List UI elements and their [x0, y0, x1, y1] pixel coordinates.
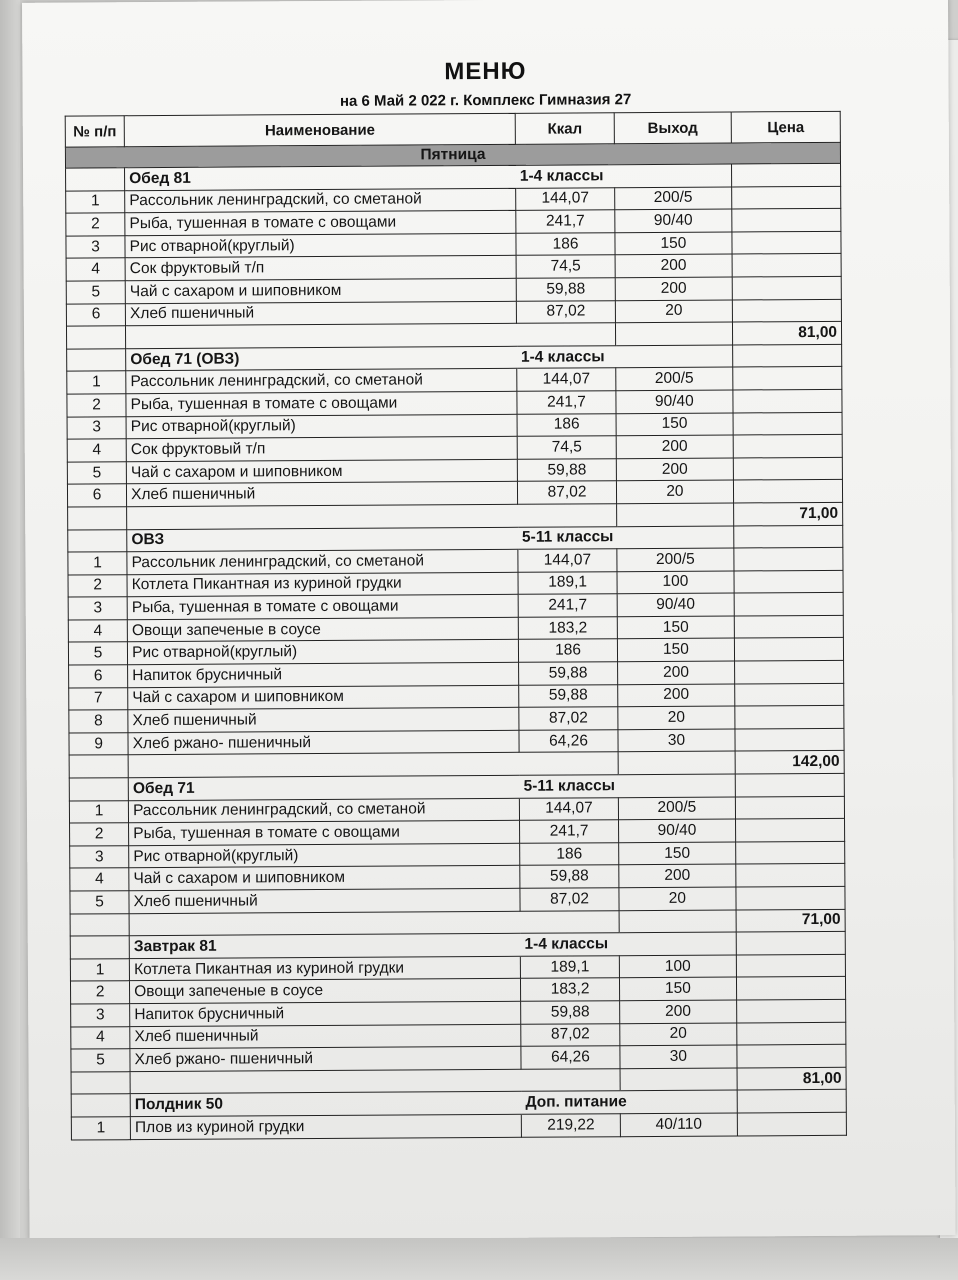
total-output-cell [620, 1068, 737, 1091]
total-number-cell [68, 507, 127, 530]
item-price [734, 547, 843, 570]
item-output: 200 [616, 458, 733, 481]
item-price [734, 638, 843, 661]
item-number: 3 [70, 846, 129, 869]
total-blank-cell [128, 752, 618, 778]
item-name: Сок фруктовый т/п [126, 436, 517, 461]
item-number: 4 [70, 868, 129, 891]
item-kcal: 186 [516, 232, 615, 255]
item-price [733, 434, 842, 457]
group-classes: Доп. питание [521, 1090, 737, 1114]
group-name: Обед 71 [128, 775, 519, 800]
total-blank-cell [130, 1068, 620, 1094]
item-kcal: 241,7 [517, 391, 616, 414]
item-kcal: 183,2 [519, 617, 618, 640]
group-total-price: 81,00 [737, 1067, 846, 1090]
item-name: Рис отварной(круглый) [128, 640, 519, 665]
item-output: 150 [616, 413, 733, 436]
item-output: 150 [615, 232, 732, 255]
item-price [733, 412, 842, 435]
total-number-cell [69, 755, 128, 778]
item-name: Чай с сахаром и шиповником [125, 278, 516, 303]
item-name: Хлеб пшеничный [127, 482, 518, 507]
item-output: 90/40 [616, 390, 733, 413]
item-price [734, 570, 843, 593]
item-output: 200/5 [614, 187, 731, 210]
item-output: 200 [615, 254, 732, 277]
col-number-header: № п/п [65, 116, 124, 147]
item-output: 90/40 [617, 593, 734, 616]
group-classes: 5-11 классы [519, 774, 735, 798]
item-output: 20 [618, 706, 735, 729]
item-output: 40/110 [620, 1113, 737, 1136]
item-output: 20 [620, 1023, 737, 1046]
item-price [735, 728, 844, 751]
item-price [736, 886, 845, 909]
item-kcal: 59,88 [521, 1001, 620, 1024]
group-classes: 1-4 классы [516, 164, 732, 188]
item-kcal: 144,07 [518, 549, 617, 572]
group-price-cell [735, 773, 844, 796]
item-kcal: 241,7 [516, 210, 615, 233]
group-name: Обед 71 (ОВЗ) [126, 346, 517, 371]
item-name: Рассольник ленинградский, со сметаной [129, 798, 520, 823]
item-number: 8 [69, 710, 128, 733]
group-number-cell [66, 168, 125, 191]
item-name: Хлеб ржано- пшеничный [130, 1046, 521, 1071]
header-row [65, 111, 840, 147]
group-number-cell [68, 529, 127, 552]
group-price-cell [732, 163, 841, 186]
group-total-price: 71,00 [736, 909, 845, 932]
col-price-header: Цена [731, 111, 840, 143]
item-number: 4 [66, 258, 125, 281]
item-kcal: 74,5 [516, 255, 615, 278]
item-kcal: 183,2 [521, 978, 620, 1001]
item-number: 1 [70, 958, 129, 981]
item-price [732, 299, 841, 322]
item-number: 2 [67, 394, 126, 417]
total-number-cell [71, 1071, 130, 1094]
item-name: Рыба, тушенная в томате с овощами [126, 391, 517, 416]
item-kcal: 87,02 [517, 300, 616, 323]
item-price [732, 276, 841, 299]
total-blank-cell [127, 504, 617, 530]
item-kcal: 186 [517, 413, 616, 436]
day-label: Пятница [65, 142, 840, 168]
item-kcal: 64,26 [519, 730, 618, 753]
item-number: 3 [68, 597, 127, 620]
item-number: 1 [66, 190, 125, 213]
item-number: 1 [67, 371, 126, 394]
group-name: Обед 81 [125, 165, 516, 190]
total-number-cell [70, 913, 129, 936]
item-number: 2 [70, 823, 129, 846]
group-classes: 5-11 классы [518, 525, 734, 549]
item-kcal: 241,7 [518, 594, 617, 617]
item-output: 150 [617, 638, 734, 661]
background-bottom [0, 1238, 958, 1280]
item-price [733, 389, 842, 412]
item-kcal: 219,22 [522, 1114, 621, 1137]
item-price [733, 367, 842, 390]
item-name: Хлеб пшеничный [129, 888, 520, 913]
item-name: Рис отварной(круглый) [125, 233, 516, 258]
item-kcal: 59,88 [520, 865, 619, 888]
item-name: Овощи запеченые в соусе [130, 979, 521, 1004]
item-number: 9 [69, 733, 128, 756]
item-price [736, 841, 845, 864]
group-name: Завтрак 81 [129, 933, 520, 958]
item-output: 90/40 [618, 819, 735, 842]
item-kcal: 64,26 [521, 1046, 620, 1069]
item-name: Рыба, тушенная в томате с овощами [129, 821, 520, 846]
item-number: 2 [66, 213, 125, 236]
item-name: Хлеб пшеничный [130, 1024, 521, 1049]
item-price [732, 254, 841, 277]
group-total-price: 71,00 [734, 502, 843, 525]
item-name: Плов из куриной грудки [130, 1114, 521, 1139]
item-price [732, 186, 841, 209]
total-output-cell [619, 910, 736, 933]
item-kcal: 241,7 [520, 820, 619, 843]
total-blank-cell [129, 910, 619, 936]
group-name: ОВЗ [127, 527, 518, 552]
item-name: Сок фруктовый т/п [125, 256, 516, 281]
group-total-price: 142,00 [735, 751, 844, 774]
item-kcal: 87,02 [519, 707, 618, 730]
item-number: 7 [69, 687, 128, 710]
group-total-price: 81,00 [733, 321, 842, 344]
item-number: 5 [70, 891, 129, 914]
item-price [735, 706, 844, 729]
item-name: Рыба, тушенная в томате с овощами [127, 595, 518, 620]
page-title: МЕНЮ [444, 57, 527, 86]
item-number: 4 [68, 620, 127, 643]
item-output: 200 [619, 1000, 736, 1023]
item-name: Чай с сахаром и шиповником [128, 685, 519, 710]
item-price [737, 1022, 846, 1045]
item-price [734, 615, 843, 638]
item-kcal: 59,88 [519, 684, 618, 707]
item-name: Хлеб ржано- пшеничный [128, 730, 519, 755]
page-subtitle: на 6 Май 2 022 г. Комплекс Гимназия 27 [339, 91, 632, 110]
item-name: Хлеб пшеничный [125, 301, 516, 326]
menu-body [65, 142, 846, 1139]
item-output: 20 [615, 300, 732, 323]
item-number: 2 [68, 574, 127, 597]
item-output: 150 [618, 842, 735, 865]
col-name-header: Наименование [124, 113, 515, 146]
item-name: Напиток брусничный [130, 1001, 521, 1026]
item-number: 2 [70, 981, 129, 1004]
item-output: 100 [619, 955, 736, 978]
item-output: 200/5 [616, 367, 733, 390]
item-kcal: 87,02 [520, 888, 619, 911]
item-output: 30 [618, 729, 735, 752]
item-number: 1 [71, 1117, 130, 1140]
total-output-cell [616, 503, 733, 526]
item-number: 6 [67, 484, 126, 507]
item-kcal: 189,1 [521, 955, 620, 978]
item-number: 6 [69, 665, 128, 688]
item-name: Котлета Пикантная из куриной грудки [127, 572, 518, 597]
group-price-cell [737, 1090, 846, 1113]
item-output: 200/5 [617, 548, 734, 571]
item-number: 1 [68, 552, 127, 575]
total-number-cell [66, 326, 125, 349]
item-kcal: 59,88 [519, 662, 618, 685]
background-surface [0, 0, 20, 1280]
group-classes: 1-4 классы [517, 345, 733, 369]
item-output: 200/5 [618, 797, 735, 820]
item-kcal: 189,1 [518, 571, 617, 594]
item-price [737, 1112, 846, 1135]
group-price-cell [736, 932, 845, 955]
item-price [735, 796, 844, 819]
item-kcal: 74,5 [517, 436, 616, 459]
total-output-cell [618, 751, 735, 774]
item-kcal: 59,88 [516, 278, 615, 301]
item-price [734, 593, 843, 616]
item-output: 30 [620, 1045, 737, 1068]
item-number: 5 [66, 281, 125, 304]
col-output-header: Выход [614, 112, 731, 144]
item-number: 6 [66, 303, 125, 326]
item-name: Хлеб пшеничный [128, 708, 519, 733]
group-number-cell [67, 348, 126, 371]
menu-sheet [22, 0, 956, 1241]
item-price [737, 1044, 846, 1067]
item-price [736, 819, 845, 842]
item-name: Рис отварной(круглый) [126, 414, 517, 439]
item-number: 5 [68, 642, 127, 665]
item-name: Рассольник ленинградский, со сметаной [126, 369, 517, 394]
item-output: 200 [615, 277, 732, 300]
item-name: Напиток брусничный [128, 662, 519, 687]
item-number: 5 [71, 1049, 130, 1072]
item-price [732, 231, 841, 254]
group-classes: 1-4 классы [520, 932, 736, 956]
item-price [732, 209, 841, 232]
item-output: 200 [619, 864, 736, 887]
group-price-cell [734, 525, 843, 548]
item-price [736, 954, 845, 977]
item-kcal: 186 [519, 639, 618, 662]
item-output: 150 [617, 616, 734, 639]
total-blank-cell [126, 323, 616, 349]
group-number-cell [70, 936, 129, 959]
group-price-cell [733, 344, 842, 367]
item-kcal: 144,07 [520, 797, 619, 820]
item-kcal: 144,07 [517, 368, 616, 391]
item-price [735, 660, 844, 683]
group-name: Полдник 50 [130, 1092, 521, 1117]
item-output: 20 [616, 480, 733, 503]
item-kcal: 87,02 [518, 481, 617, 504]
item-kcal: 144,07 [516, 187, 615, 210]
item-output: 200 [617, 684, 734, 707]
item-number: 1 [69, 800, 128, 823]
item-number: 4 [71, 1026, 130, 1049]
col-kcal-header: Ккал [515, 113, 614, 145]
item-number: 3 [67, 416, 126, 439]
item-price [737, 999, 846, 1022]
item-name: Чай с сахаром и шиповником [129, 866, 520, 891]
item-price [733, 480, 842, 503]
item-number: 5 [67, 461, 126, 484]
item-price [735, 683, 844, 706]
item-output: 200 [616, 435, 733, 458]
item-number: 3 [66, 235, 125, 258]
item-price [737, 977, 846, 1000]
item-output: 20 [619, 887, 736, 910]
item-kcal: 87,02 [521, 1023, 620, 1046]
item-output: 90/40 [615, 209, 732, 232]
item-kcal: 186 [520, 843, 619, 866]
item-number: 3 [71, 1004, 130, 1027]
group-number-cell [71, 1094, 130, 1117]
item-name: Чай с сахаром и шиповником [126, 459, 517, 484]
item-output: 150 [619, 977, 736, 1000]
item-number: 4 [67, 439, 126, 462]
item-name: Рыба, тушенная в томате с овощами [125, 211, 516, 236]
item-price [736, 864, 845, 887]
item-output: 200 [617, 661, 734, 684]
item-price [733, 457, 842, 480]
total-output-cell [615, 322, 732, 345]
item-name: Рис отварной(круглый) [129, 843, 520, 868]
item-name: Рассольник ленинградский, со сметаной [125, 188, 516, 213]
item-kcal: 59,88 [518, 458, 617, 481]
menu-table [65, 111, 847, 1140]
group-number-cell [69, 778, 128, 801]
item-name: Котлета Пикантная из куриной грудки [129, 956, 520, 981]
item-name: Овощи запеченые в соусе [127, 617, 518, 642]
menu-item-row [71, 1112, 846, 1139]
item-name: Рассольник ленинградский, со сметаной [127, 549, 518, 574]
item-output: 100 [617, 571, 734, 594]
